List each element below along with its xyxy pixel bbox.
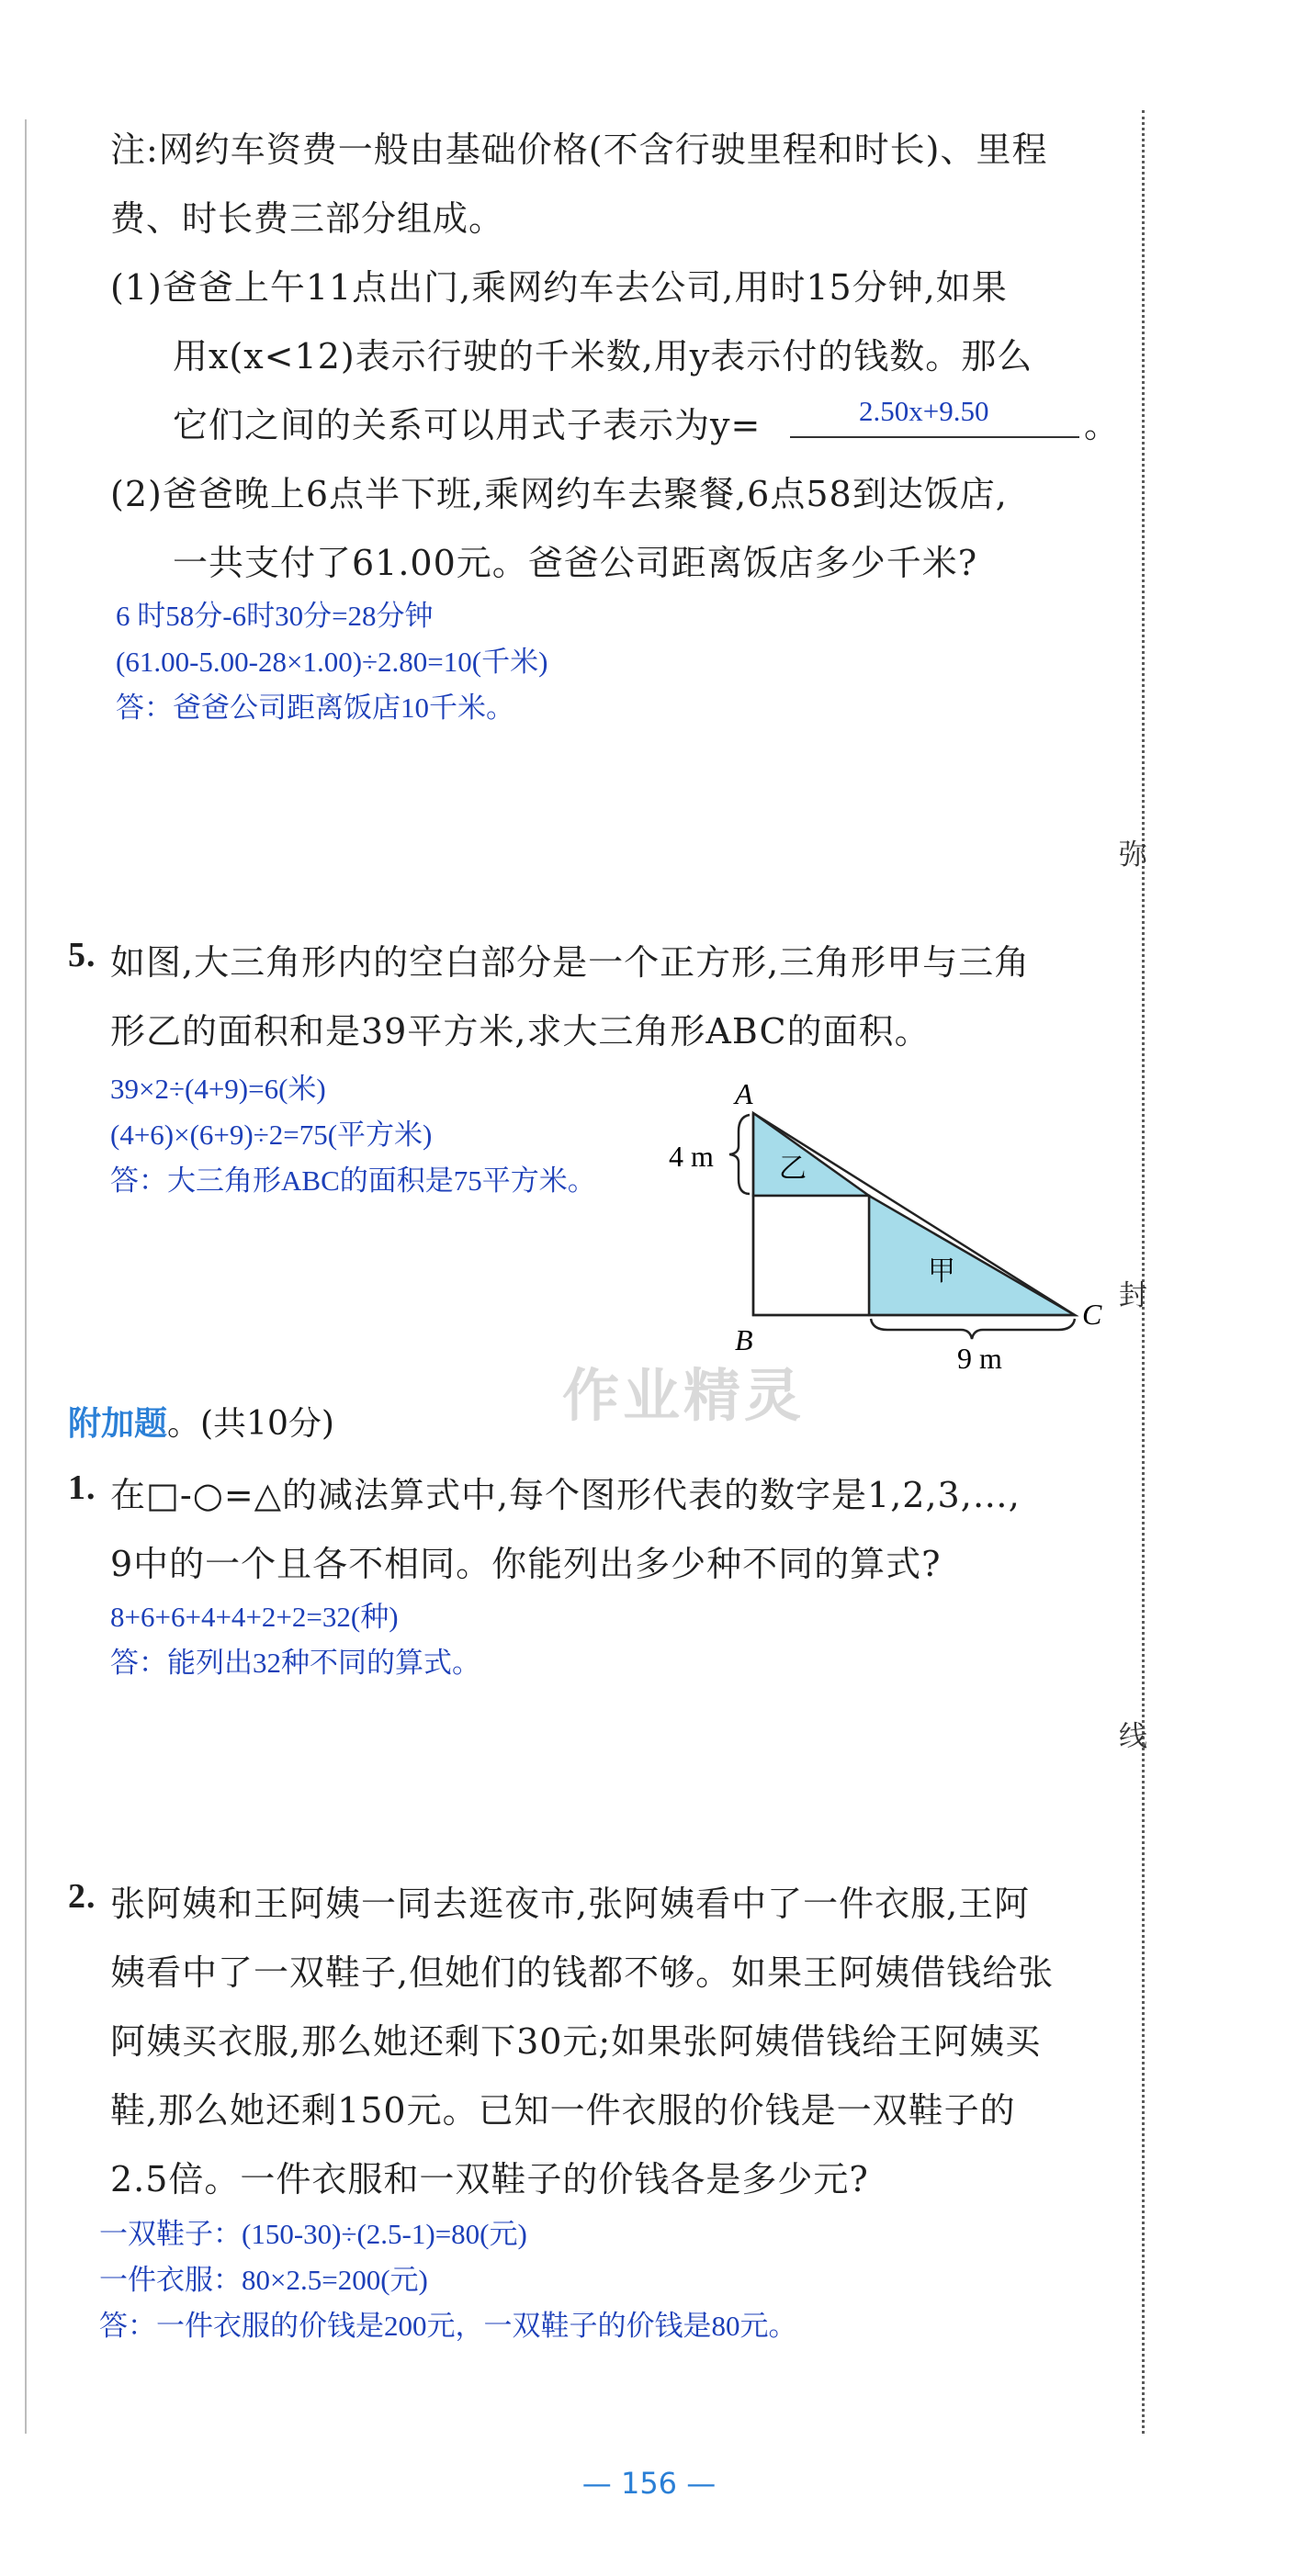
b2-answer-2: 一件衣服：80×2.5=200(元) [99, 2264, 428, 2296]
triangle-yi [753, 1113, 869, 1196]
q2-answer-1: 6 时58分-6时30分=28分钟 [116, 600, 434, 632]
b2-answer-3: 答：一件衣服的价钱是200元，一双鞋子的价钱是80元。 [99, 2310, 797, 2342]
note-line-1: 注:网约车资费一般由基础价格(不含行驶里程和时长)、里程 [110, 129, 1048, 170]
b2-line-5: 2.5倍。一件衣服和一双鞋子的价钱各是多少元? [110, 2159, 869, 2199]
bonus-score: 。(共10分) [167, 1405, 334, 1443]
q1-line-3: 它们之间的关系可以用式子表示为y= [173, 405, 762, 445]
dim-bottom-9m: 9 m [957, 1342, 1002, 1375]
dim-left-4m: 4 m [669, 1140, 714, 1173]
b1-answer-2: 答：能列出32种不同的算式。 [110, 1647, 480, 1679]
q5-answer-2: (4+6)×(6+9)÷2=75(平方米) [110, 1119, 433, 1151]
b1-number: 1. [68, 1468, 96, 1507]
page-number: — 156 — [581, 2466, 717, 2501]
b1-line-1: 在□-○=△的减法算式中,每个图形代表的数字是1,2,3,…, [110, 1475, 1021, 1515]
b2-number: 2. [68, 1877, 96, 1916]
binding-char-mi: 弥 [1119, 838, 1147, 872]
b2-line-1: 张阿姨和王阿姨一同去逛夜市,张阿姨看中了一件衣服,王阿 [110, 1884, 1031, 1924]
b1-line-2: 9中的一个且各不相同。你能列出多少种不同的算式? [110, 1544, 942, 1584]
q2-line-1: (2)爸爸晚上6点半下班,乘网约车去聚餐,6点58到达饭店, [110, 474, 1008, 514]
q1-line-1: (1)爸爸上午11点出门,乘网约车去公司,用时15分钟,如果 [110, 267, 1008, 308]
label-jia: 甲 [928, 1256, 955, 1287]
b2-line-4: 鞋,那么她还剩150元。已知一件衣服的价钱是一双鞋子的 [110, 2090, 1016, 2131]
bottom-brace [871, 1319, 1075, 1339]
q5-answer-1: 39×2÷(4+9)=6(米) [110, 1073, 326, 1105]
left-margin-rule [25, 119, 27, 2434]
bonus-title: 附加题 [68, 1405, 168, 1443]
label-yi: 乙 [779, 1153, 807, 1184]
q1-line-2: 用x(x<12)表示行驶的千米数,用y表示付的钱数。那么 [173, 336, 1033, 377]
left-brace [729, 1115, 750, 1194]
q2-answer-2: (61.00-5.00-28×1.00)÷2.80=10(千米) [116, 646, 548, 678]
bonus-section-header [68, 1398, 334, 1445]
binding-char-feng: 封 [1119, 1279, 1147, 1312]
white-square [753, 1196, 869, 1315]
q2-answer-3: 答：爸爸公司距离饭店10千米。 [116, 692, 514, 724]
label-b: B [735, 1323, 753, 1356]
b2-line-3: 阿姨买衣服,那么她还剩下30元;如果张阿姨借钱给王阿姨买 [110, 2021, 1042, 2062]
triangle-jia [869, 1196, 1075, 1315]
q2-line-2: 一共支付了61.00元。爸爸公司距离饭店多少千米? [173, 543, 978, 583]
label-c: C [1082, 1298, 1102, 1331]
triangle-figure [661, 1065, 1121, 1378]
watermark: 作业精灵 [562, 1362, 806, 1429]
q5-number: 5. [68, 936, 96, 974]
b2-line-2: 姨看中了一双鞋子,但她们的钱都不够。如果王阿姨借钱给张 [110, 1952, 1055, 1993]
q1-line-3-end: 。 [1084, 405, 1121, 445]
q5-answer-3: 答：大三角形ABC的面积是75平方米。 [110, 1164, 596, 1197]
q1-answer-fill: 2.50x+9.50 [859, 395, 989, 427]
q5-line-1: 如图,大三角形内的空白部分是一个正方形,三角形甲与三角 [110, 942, 1031, 983]
q5-line-2: 形乙的面积和是39平方米,求大三角形ABC的面积。 [110, 1011, 931, 1052]
b1-answer-1: 8+6+6+4+4+2+2=32(种) [110, 1601, 399, 1633]
label-a: A [735, 1077, 753, 1110]
b2-answer-1: 一双鞋子：(150-30)÷(2.5-1)=80(元) [99, 2218, 527, 2250]
q1-answer-blank[interactable] [790, 436, 1079, 438]
binding-char-xian: 线 [1119, 1720, 1147, 1753]
note-line-2: 费、时长费三部分组成。 [110, 198, 505, 239]
